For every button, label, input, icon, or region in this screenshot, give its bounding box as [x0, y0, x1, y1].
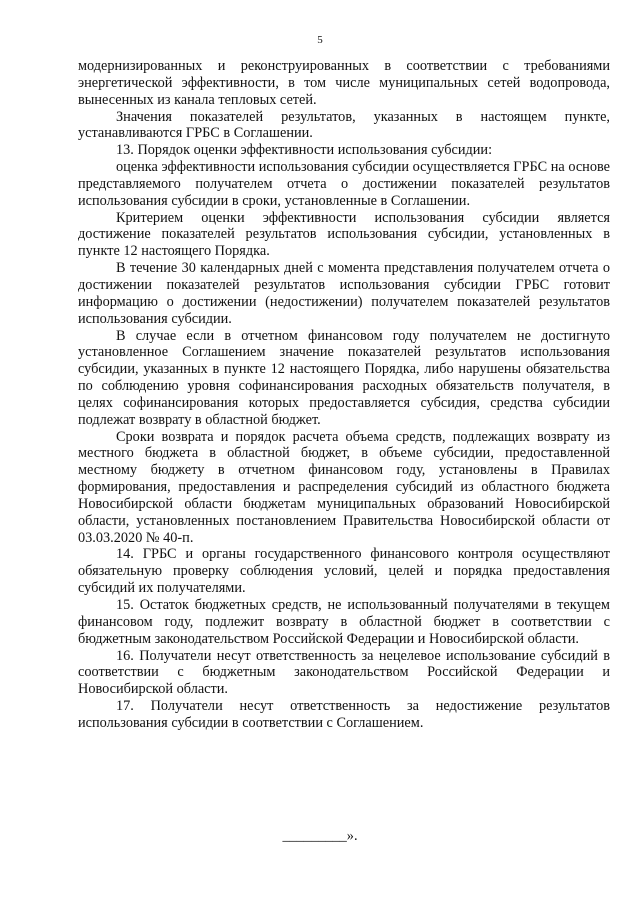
paragraph: Сроки возврата и порядок расчета объема средств, подлежащих возврату из местного бюджета в областной бюджет, в объеме субсидии, предоставленной местному бюджету в отчетном финансовом году, установлены в Правилах формирования, предоставления и распределения субсидий из областного бюджета Новосибирской области бюджетам муниципальных образований Новосибирской области, установленных постановлением Правительства Новосибирской области от 03.03.2020 № 40-п.	[78, 428, 610, 546]
paragraph: 13. Порядок оценки эффективности использования субсидии:	[116, 142, 493, 159]
paragraph: 16. Получатели несут ответственность за нецелевое использование субсидий в соответствии с бюджетным законодательством Российской Федерации и Новосибирской области.	[78, 647, 610, 698]
paragraph: 17. Получатели несут ответственность за недостижение результатов использования субсидии в соответствии с Соглашением.	[78, 698, 610, 731]
paragraph: 14. ГРБС и органы государственного финансового контроля осуществляют обязательную проверку соблюдения условий, целей и порядка предоставления субсидий их получателями.	[78, 546, 610, 597]
paragraph: модернизированных и реконструированных в соответствии с требованиями энергетической эффективности, в том числе муниципальных сетей водопровода, вынесенных из канала тепловых сетей.	[78, 58, 610, 108]
paragraph: 15. Остаток бюджетных средств, не использованный получателями в текущем финансовом году, подлежит возврату в областной бюджет в соответствии с бюджетным законодательством Российской Федерации и Новосибирской области.	[78, 597, 610, 647]
paragraph: оценка эффективности использования субсидии осуществляется ГРБС на основе представляемого получателем отчета о достижении показателей результатов использования субсидии в сроки, установленные в Соглашении.	[78, 159, 610, 209]
paragraph: Значения показателей результатов, указанных в настоящем пункте, устанавливаются ГРБС в Соглашении.	[78, 108, 610, 142]
paragraph: Критерием оценки эффективности использования субсидии является достижение показателей результатов использования субсидии, установленных в пункте 12 настоящего Порядка.	[78, 209, 610, 260]
closing-line: _________».	[282, 828, 358, 844]
page-number: 5	[317, 34, 323, 46]
paragraph: В течение 30 календарных дней с момента представления получателем отчета о достижении показателей результатов использования субсидии ГРБС готовит информацию о достижении (недостижении) получателем показателей результатов использования субсидии.	[78, 260, 610, 327]
document-body	[78, 58, 610, 732]
paragraph: В случае если в отчетном финансовом году получателем не достигнуто установленное Соглашением значение показателей результатов использования субсидии, указанных в пункте 12 настоящего Порядка, либо нарушены обязательства по соблюдению уровня софинансирования расходных обязательств получателя, в целях софинансирования которых предоставляется субсидия, средства субсидии подлежат возврату в областной бюджет.	[78, 327, 610, 428]
